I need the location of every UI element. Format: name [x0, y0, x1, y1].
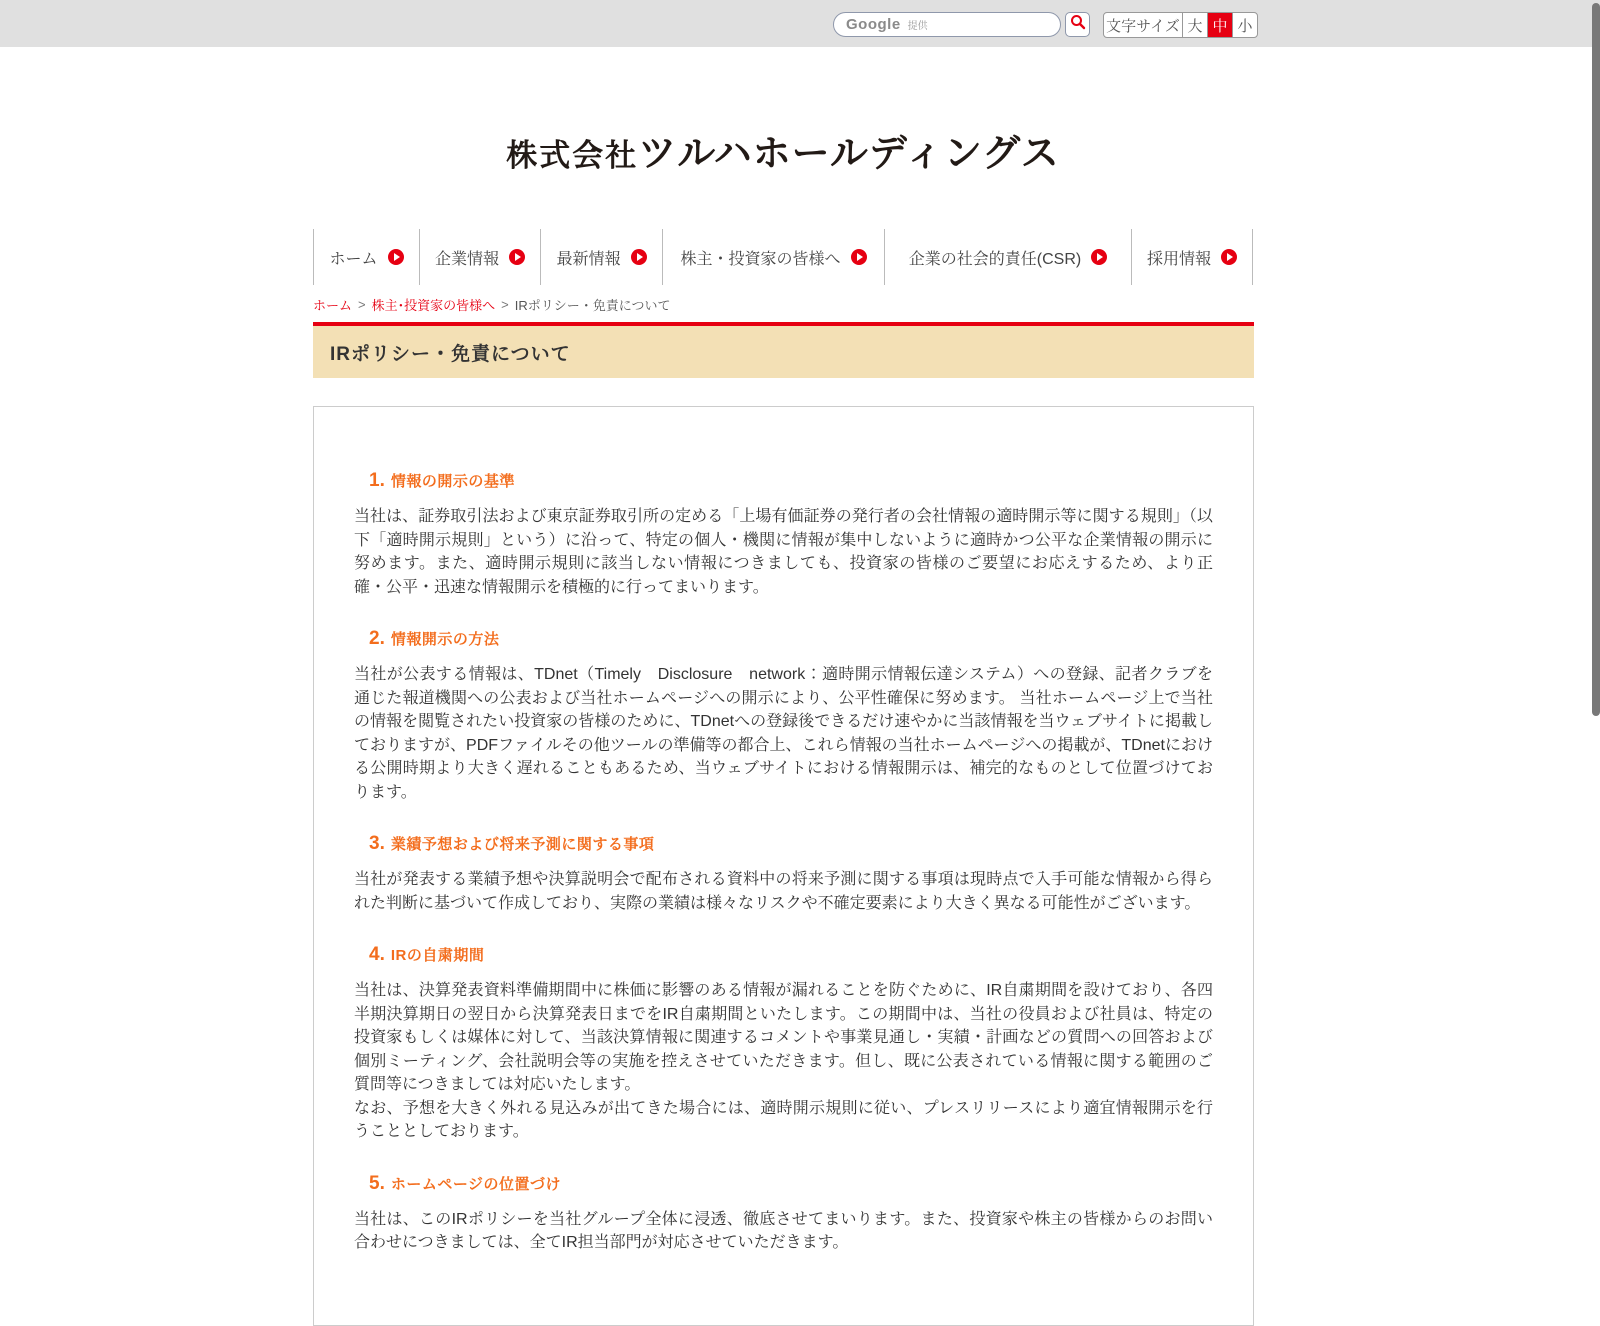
- nav-item-csr[interactable]: [884, 229, 1131, 285]
- font-size-switcher: [1103, 12, 1258, 38]
- font-size-small-button[interactable]: 小: [1232, 13, 1257, 37]
- section-body: [354, 868, 1213, 915]
- section-number: 2.: [369, 628, 385, 649]
- section-title: IRの自粛期間: [390, 947, 485, 964]
- company-logo[interactable]: [506, 122, 1059, 177]
- site-search-input[interactable]: [833, 12, 1061, 37]
- section-website-position: [354, 1173, 1213, 1255]
- google-provided-label: 提供: [907, 21, 928, 32]
- arrow-right-icon: [851, 249, 867, 265]
- paragraph: 当社が公表する情報は、TDnet（Timely Disclosure network：適時開示情報伝達システム）への登録、記者クラブを通じた報道機関への公表および当社ホームページへの開示により、公平性確保に努めます。 当社ホームページ上で当社の情報を閲覧されたい投資家の皆様のために、TDnetへの登録後できるだけ速やかに当該情報を当ウェブサイトに掲載しておりますが、PDFファイルその他ツールの準備等の都合上、これら情報の当社ホームページへの掲載が、TDnetにおける公開時期より大きく遅れることもあるため、当ウェブサイトにおける情報開示は、補完的なものとして位置づけております。: [354, 666, 1213, 801]
- section-title: 業績予想および将来予測に関する事項: [390, 836, 655, 853]
- arrow-right-icon: [631, 249, 647, 265]
- nav-item-label: ホーム: [329, 250, 378, 268]
- top-utility-bar: [0, 0, 1600, 47]
- font-size-large-button[interactable]: 大: [1182, 13, 1207, 37]
- section-body: [354, 663, 1213, 804]
- header: [313, 122, 1253, 177]
- section-heading: [369, 944, 1213, 966]
- section-heading: [369, 1173, 1213, 1195]
- nav-item-label: 企業情報: [434, 250, 499, 268]
- section-body: [354, 505, 1213, 599]
- arrow-right-icon: [388, 249, 404, 265]
- section-title: 情報開示の方法: [390, 631, 500, 648]
- paragraph: 当社は、証券取引法および東京証券取引所の定める「上場有価証券の発行者の会社情報の適時開示等に関する規則」（以下「適時開示規則」という）に沿って、特定の個人・機関に情報が集中しないように適時かつ公平な企業情報の開示に努めます。また、適時開示規則に該当しない情報につきましても、投資家の皆様のご要望にお応えするため、より正確・公平・迅速な情報開示を積極的に行ってまいります。: [354, 508, 1213, 596]
- section-heading: [369, 628, 1213, 650]
- breadcrumb-separator: >: [501, 297, 509, 312]
- breadcrumb: [313, 295, 1253, 314]
- nav-item-ir[interactable]: [662, 229, 884, 285]
- search-button[interactable]: [1065, 12, 1090, 37]
- font-size-label: 文字サイズ: [1106, 17, 1180, 35]
- arrow-right-icon: [509, 249, 525, 265]
- ir-policy-content: [313, 406, 1254, 1326]
- paragraph: 当社は、決算発表資料準備期間中に株価に影響のある情報が漏れることを防ぐために、IR自粛期間を設けており、各四半期決算期日の翌日から決算発表日までをIR自粛期間といたします。この期間中は、当社の役員および社員は、特定の投資家もしくは媒体に対して、当該決算情報に関連するコメントや事業見通し・実績・計画などの質問への回答および個別ミーティング、会社説明会等の実施を控えさせていただきます。但し、既に公表されている情報に関する範囲のご質問等につきましては対応いたします。: [354, 982, 1213, 1093]
- page-title-block: [313, 322, 1254, 378]
- company-logo-prefix: 株式会社: [506, 138, 639, 173]
- font-size-medium-button[interactable]: 中: [1207, 13, 1232, 37]
- section-number: 4.: [369, 944, 385, 965]
- nav-item-recruit[interactable]: [1131, 229, 1253, 285]
- company-logo-name: ツルハホールディングス: [638, 133, 1060, 175]
- arrow-right-icon: [1091, 249, 1107, 265]
- section-body: [354, 1208, 1213, 1255]
- section-heading: [369, 470, 1213, 492]
- global-nav: [313, 229, 1253, 285]
- nav-item-home[interactable]: [313, 229, 419, 285]
- paragraph: 当社が発表する業績予想や決算説明会で配布される資料中の将来予測に関する事項は現時点で入手可能な情報から得られた判断に基づいて作成しており、実際の業績は様々なリスクや不確定要素により大きく異なる可能性がございます。: [354, 871, 1213, 912]
- breadcrumb-separator: >: [358, 297, 366, 312]
- page-title: IRポリシー・免責について: [330, 343, 571, 365]
- breadcrumb-home-link[interactable]: ホーム: [313, 298, 353, 313]
- section-body: [354, 979, 1213, 1144]
- title-band: [313, 326, 1254, 378]
- nav-item-label: 株主・投資家の皆様へ: [680, 250, 841, 268]
- google-brand-label: Google: [846, 16, 901, 33]
- nav-item-corporate[interactable]: [419, 229, 540, 285]
- section-number: 1.: [369, 470, 385, 491]
- section-title: 情報の開示の基準: [390, 473, 515, 490]
- section-number: 3.: [369, 833, 385, 854]
- breadcrumb-current: IRポリシー・免責について: [514, 298, 671, 313]
- nav-item-news[interactable]: [540, 229, 662, 285]
- paragraph: なお、予想を大きく外れる見込みが出てきた場合には、適時開示規則に従い、プレスリリースにより適宜情報開示を行うこととしております。: [354, 1099, 1213, 1140]
- paragraph: 当社は、このIRポリシーを当社グループ全体に浸透、徹底させてまいります。また、投資家や株主の皆様からのお問い合わせにつきましては、全てIR担当部門が対応させていただきます。: [354, 1210, 1213, 1251]
- section-quiet-period: [354, 944, 1213, 1144]
- vertical-scrollbar[interactable]: [1592, 3, 1600, 716]
- section-number: 5.: [369, 1172, 385, 1194]
- nav-item-label: 採用情報: [1146, 250, 1211, 268]
- section-forecast: [354, 833, 1213, 915]
- section-title: ホームページの位置づけ: [390, 1175, 562, 1193]
- section-disclosure-method: [354, 628, 1213, 804]
- section-disclosure-standard: [354, 470, 1213, 599]
- arrow-right-icon: [1221, 249, 1237, 265]
- section-heading: [369, 833, 1213, 855]
- nav-item-label: 最新情報: [556, 250, 621, 268]
- breadcrumb-ir-link[interactable]: 株主･投資家の皆様へ: [371, 298, 496, 313]
- search-icon: [1070, 14, 1086, 35]
- nav-item-label: 企業の社会的責任(CSR): [908, 250, 1082, 268]
